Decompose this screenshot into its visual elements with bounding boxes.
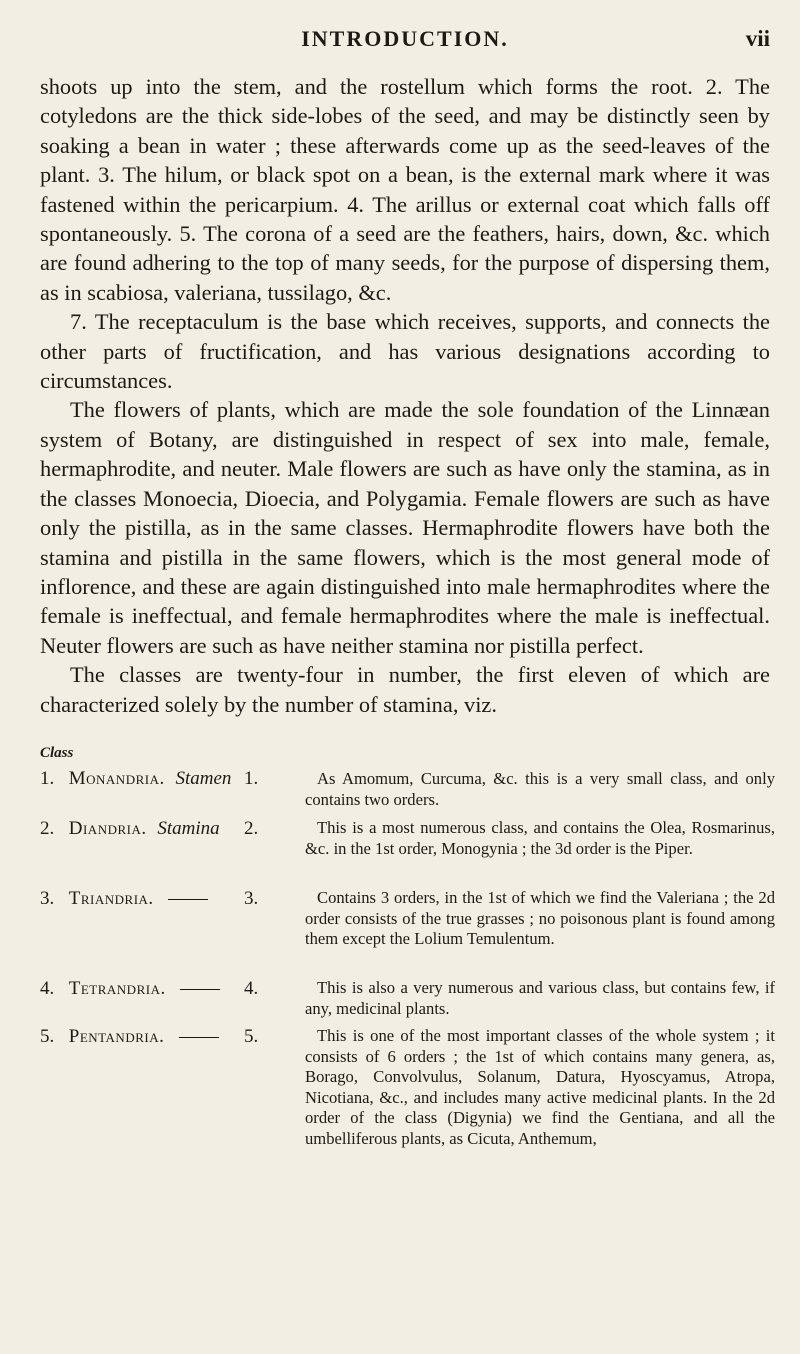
class-number: 5. [40,1026,55,1047]
stamen-count: 4. [244,978,259,999]
page-header [40,26,770,56]
paragraph-seed-parts: shoots up into the stem, and the rostellum which forms the root. 2. The cotyledons are the thick side-lobes of the seed, and may be distinctly seen by soaking a bean in water ; these afterwards come up as the seed-leaves of the plant. 3. The hilum, or black spot on a bean, is the external mark where it was fastened within the pericarpium. 4. The arillus or external coat which falls off spontaneously. 5. The corona of a seed are the feathers, hairs, down, &c. which are found adhering to the top of many seeds, for the purpose of dispersing them, as in scabiosa, valeriana, tussilago, &c. [40,74,770,305]
stamen-count: 3. [244,888,259,909]
class-name: Diandria. [68,818,147,839]
body-text [40,72,770,719]
ditto-dash [179,1037,219,1038]
class-name: Pentandria. [68,1026,165,1047]
stamen-count: 1. [244,768,259,789]
class-number: 1. [40,768,55,789]
class-number: 3. [40,888,55,909]
class-description: This is also a very numerous and various class, but contains few, if any, medicinal plants. [305,978,775,1018]
class-name: Monandria. [68,768,165,789]
ditto-dash [168,899,208,900]
class-description: Contains 3 orders, in the 1st of which we find the Valeriana ; the 2d order consists of the true grasses ; no poisonous plant is found among them except the Lolium Temulentum. [305,888,775,949]
stamen-count: 2. [244,818,259,839]
paragraph-classes-intro: The classes are twenty-four in number, the first eleven of which are characterized solely by the number of stamina, viz. [40,662,770,717]
ditto-dash [180,989,220,990]
class-label [40,888,290,910]
class-description: This is one of the most important classes of the whole system ; it consists of 6 orders ; the 1st of which contains many genera, as, Borago, Convolvulus, Solanum, Datura, Hyoscyamus, Atropa, Nicotiana, &c., and includes many active medicinal plants. In the 2d order of the class (Digynia) we find the Gentiana, and all the umbelliferous plants, as Cicuta, Anthemum, [305,1026,775,1148]
class-name: Triandria. [68,888,154,909]
class-description: This is a most numerous class, and contains the Olea, Rosmarinus, &c. in the 1st order, Monogynia ; the 3d order is the Piper. [305,818,775,858]
stamen-count: 5. [244,1026,259,1047]
running-title: INTRODUCTION. [301,26,509,51]
class-number: 4. [40,978,55,999]
stamen-word: Stamen [175,768,232,789]
class-description: As Amomum, Curcuma, &c. this is a very small class, and only contains two orders. [305,769,775,809]
page-number: vii [745,26,770,51]
class-label [40,768,290,790]
stamen-word: Stamina [157,818,220,839]
paragraph-flowers-sex: The flowers of plants, which are made the sole foundation of the Linnæan system of Botany, are distinguished in respect of sex into male, female, hermaphrodite, and neuter. Male flowers are such as have only the stamina, as in the classes Monoecia, Dioecia, and Polygamia. Female flowers are such as have only the pistilla, as in the same classes. Hermaphrodite flowers have both the stamina and pistilla in the same flowers, which is the most general mode of inflorence, and these are again distinguished into male hermaphrodites where the female is ineffectual, and female hermaphrodites where the male is ineffectual. Neuter flowers are such as have neither stamina nor pistilla perfect. [40,397,770,658]
class-label [40,978,290,1000]
class-column-caption: Class [40,745,74,761]
class-name: Tetrandria. [68,978,166,999]
class-number: 2. [40,818,55,839]
paragraph-receptaculum: 7. The receptaculum is the base which receives, supports, and connects the other parts of fructification, and has various designations according to circumstances. [40,309,770,394]
class-label [40,1026,290,1048]
class-label [40,818,290,840]
